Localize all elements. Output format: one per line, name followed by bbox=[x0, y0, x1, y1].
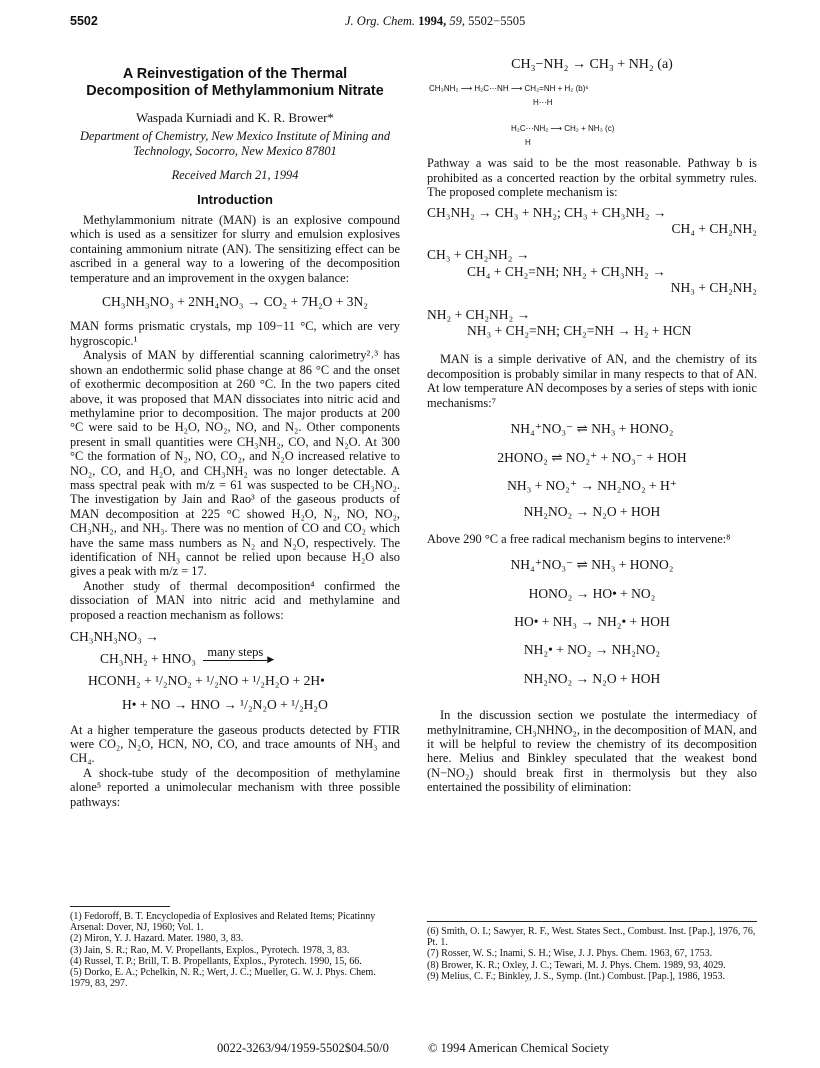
footnote-rule-left bbox=[70, 906, 170, 907]
mechanism-line-1a: CH₃NH₂ → CH₃ + NH₂; CH₃ + CH₃NH₂ → bbox=[427, 204, 667, 220]
footnotes-left bbox=[70, 911, 400, 989]
footnote-6: (6) Smith, O. I.; Sawyer, R. F., West. States Sect., Combust. Inst. [Pap.], 1976, 76, Pt. 1. bbox=[427, 926, 756, 949]
pathway-a: CH₃−NH₂ → CH₃ + NH₂ (a) bbox=[511, 57, 673, 72]
footnote-5: (5) Dorko, E. A.; Pchelkin, N. R.; Wert, J. C.; Mueller, G. W. J. Phys. Chem. 1979, 83, 297. bbox=[70, 967, 376, 990]
right-paragraph-2: MAN is a simple derivative of AN, and the chemistry of its decomposition is probably similar in many respects to that of AN. At low temperature AN decomposes by a series of steps with ionic mechanisms:⁷ bbox=[427, 352, 757, 410]
intro-paragraph-6: A shock-tube study of the decomposition of methylamine alone⁵ reported a unimolecular mechanism with three possible pathways: bbox=[70, 765, 400, 809]
mechanism-eq-2-lhs: CH₃NH₂ + HNO₃ bbox=[100, 651, 196, 667]
pathway-c-transition: H bbox=[525, 138, 531, 148]
left-column bbox=[70, 52, 400, 809]
right-paragraph-4: In the discussion section we postulate the intermediacy of methylnitramine, CH₃NHNO₂, in the decomposition of MAN, and it will be helpful to review the chemistry of its decomposition here. Melius and Binkley speculated that the weakest bond (N−NO₂) should break first in thermolysis but they also entertained the possibility of elimination: bbox=[427, 708, 757, 795]
footnote-4: (4) Russel, T. P.; Brill, T. B. Propellants, Explos., Pyrotech. 1990, 15, 66. bbox=[70, 955, 362, 967]
journal-volume: 59, bbox=[449, 14, 466, 28]
radical-step-4: NH₂• + NO₂ → NH₂NO₂ bbox=[523, 642, 661, 658]
footnote-7: (7) Rosser, W. S.; Inami, S. H.; Wise, J. J. Phys. Chem. 1963, 67, 1753. bbox=[427, 948, 713, 960]
journal-name: J. Org. Chem. bbox=[345, 14, 416, 28]
radical-step-2: HONO₂ → HO• + NO₂ bbox=[528, 585, 656, 601]
footnote-8: (8) Brower, K. R.; Oxley, J. C.; Tewari, M. J. Phys. Chem. 1989, 93, 4029. bbox=[427, 959, 726, 971]
pathway-b-transition: H⋯H bbox=[533, 98, 553, 108]
intro-paragraph-4: Another study of thermal decomposition⁴ confirmed the dissociation of MAN into nitric acid and methylamine and proposed a reaction mechanism as follows: bbox=[70, 578, 400, 622]
journal-citation bbox=[345, 14, 525, 29]
intro-paragraph-3: Analysis of MAN by differential scanning calorimetry²˒³ has shown an endothermic solid phase change at 86 °C and the onset of exothermic decomposition at 260 °C. In the two papers cited above, it was proposed that MAN dissociates into nitric acid and methylamine prior to decomposition. The major products at 200 °C were said to be H₂O, NO₂, NO, and N₂. Other components present in small quantities were CH₃NH₂, CO, and N₂O. At 300 °C the formation of N₂, NO, CO₂, and N₂O increased relative to NO₂, CO, and H₂O, and CH₃NH₂ was no longer detectable. A mass spectral peak with m/z = 61 was suspected to be CH₃NO₂. The investigation by Jain and Rao³ of the gaseous products of MAN decomposition at 225 °C showed H₂O, N₂, NO, NO₂, CH₃NH₂, and NH₃. There was no mention of CO and CO₂ which have the same mass numbers as N₂ and N₂O, respectively. The identification of NH₃ cannot be relied upon because H₂O also gives a peak with m/z = 17. bbox=[70, 348, 400, 579]
article-title: A Reinvestigation of the Thermal Decomposition of Methylammonium Nitrate bbox=[86, 66, 384, 99]
radical-step-1: NH₄⁺NO₃⁻ ⇌ NH₃ + HONO₂ bbox=[510, 557, 674, 573]
footnotes-right bbox=[427, 926, 757, 982]
mechanism-line-2b: CH₄ + CH₂=NH; NH₂ + CH₃NH₂ → bbox=[467, 263, 666, 279]
radical-step-3: HO• + NH₃ → NH₂• + HOH bbox=[514, 613, 670, 629]
footnote-9: (9) Melius, C. F.; Binkley, J. S., Symp. (Int.) Combust. [Pap.], 1986, 1953. bbox=[427, 970, 726, 982]
radical-step-5: NH₂NO₂ → N₂O + HOH bbox=[523, 670, 661, 686]
footnote-3: (3) Jain, S. R.; Rao, M. V. Propellants, Explos., Pyrotech. 1978, 3, 83. bbox=[70, 944, 350, 956]
mechanism-arrow-label: many steps bbox=[203, 645, 267, 660]
footnote-2: (2) Miron, Y. J. Hazard. Mater. 1980, 3, 83. bbox=[70, 933, 244, 945]
ionic-step-4: NH₂NO₂ → N₂O + HOH bbox=[523, 504, 661, 520]
affiliation: Department of Chemistry, New Mexico Institute of Mining and Technology, Socorro, New Mexico 87801 bbox=[79, 129, 391, 158]
right-column bbox=[427, 58, 757, 795]
mechanism-eq-3: HCONH₂ + ¹/₂NO₂ + ¹/₂NO + ¹/₂H₂O + 2H• bbox=[88, 672, 325, 688]
mechanism-line-1b: CH₄ + CH₂NH₂ bbox=[671, 221, 757, 237]
equation-oxygen-balance: CH₃NH₃NO₃ + 2NH₄NO₃ → CO₂ + 7H₂O + 3N₂ bbox=[102, 294, 368, 310]
ionic-step-1: NH₄⁺NO₃⁻ ⇌ NH₃ + HONO₂ bbox=[510, 421, 674, 437]
pathway-b: CH₃NH₂ ⟶ H₂C⋯NH ⟶ CH₂=NH + H₂ (b)⁶ bbox=[429, 84, 589, 94]
intro-paragraph-5: At a higher temperature the gaseous products detected by FTIR were CO₂, N₂O, HCN, NO, CO, and trace amounts of NH₃ and CH₄. bbox=[70, 722, 400, 766]
footer-code: 0022-3263/94/1959-5502$04.50/0 bbox=[217, 1041, 389, 1055]
mechanism-line-2a: CH₃ + CH₂NH₂ → bbox=[427, 247, 530, 263]
section-heading-introduction: Introduction bbox=[197, 191, 273, 207]
pathway-b-scheme bbox=[427, 78, 757, 112]
intro-paragraph-2: MAN forms prismatic crystals, mp 109−11 °C, which are very hygroscopic.¹ bbox=[70, 319, 400, 348]
mechanism-line-2c: NH₃ + CH₂NH₂ bbox=[670, 280, 757, 296]
intro-paragraph-1: Methylammonium nitrate (MAN) is an explosive compound which is used as a sensitizer for slurry and emulsion explosives containing ammonium nitrate (AN). The sensitizing effect can be ascribed in a general way to a lowering of the decomposition temperature and an improvement in the oxygen balance: bbox=[70, 213, 400, 285]
ionic-step-2: 2HONO₂ ⇌ NO₂⁺ + NO₃⁻ + HOH bbox=[497, 449, 687, 465]
mechanism-eq-1: CH₃NH₃NO₃ → bbox=[70, 629, 159, 644]
footnote-1: (1) Fedoroff, B. T. Encyclopedia of Explosives and Related Items; Picatinny Arsenal: Dover, NJ, 1960; Vol. 1. bbox=[70, 911, 376, 934]
footer-copyright: © 1994 American Chemical Society bbox=[428, 1041, 609, 1055]
journal-year: 1994, bbox=[418, 14, 447, 28]
journal-pages: 5502−5505 bbox=[468, 14, 526, 28]
right-paragraph-1: Pathway a was said to be the most reasonable. Pathway b is prohibited as a concerted reaction by the orbital symmetry rules. The proposed complete mechanism is: bbox=[427, 156, 757, 200]
pathway-c: H₂C⋯NH₂ ⟶ CH₂ + NH₃ (c) bbox=[511, 124, 615, 134]
footnote-rule-right bbox=[427, 921, 757, 922]
received-date: Received March 21, 1994 bbox=[171, 168, 299, 183]
page-number: 5502 bbox=[70, 14, 98, 28]
mechanism-line-3b: NH₃ + CH₂=NH; CH₂=NH → H₂ + HCN bbox=[467, 323, 692, 339]
authors: Waspada Kurniadi and K. R. Brower* bbox=[136, 110, 334, 125]
right-paragraph-3: Above 290 °C a free radical mechanism begins to intervene:⁸ bbox=[427, 531, 731, 546]
mechanism-line-3a: NH₂ + CH₂NH₂ → bbox=[427, 306, 531, 322]
pathway-c-scheme bbox=[427, 116, 757, 150]
mechanism-eq-4: H• + NO → HNO → ¹/₂N₂O + ¹/₂H₂O bbox=[122, 697, 328, 713]
ionic-step-3: NH₃ + NO₂⁺ → NH₂NO₂ + H⁺ bbox=[507, 477, 677, 493]
mechanism-eq-2: CH₃NH₂ + HNO₃ many steps ▶ bbox=[100, 645, 275, 667]
